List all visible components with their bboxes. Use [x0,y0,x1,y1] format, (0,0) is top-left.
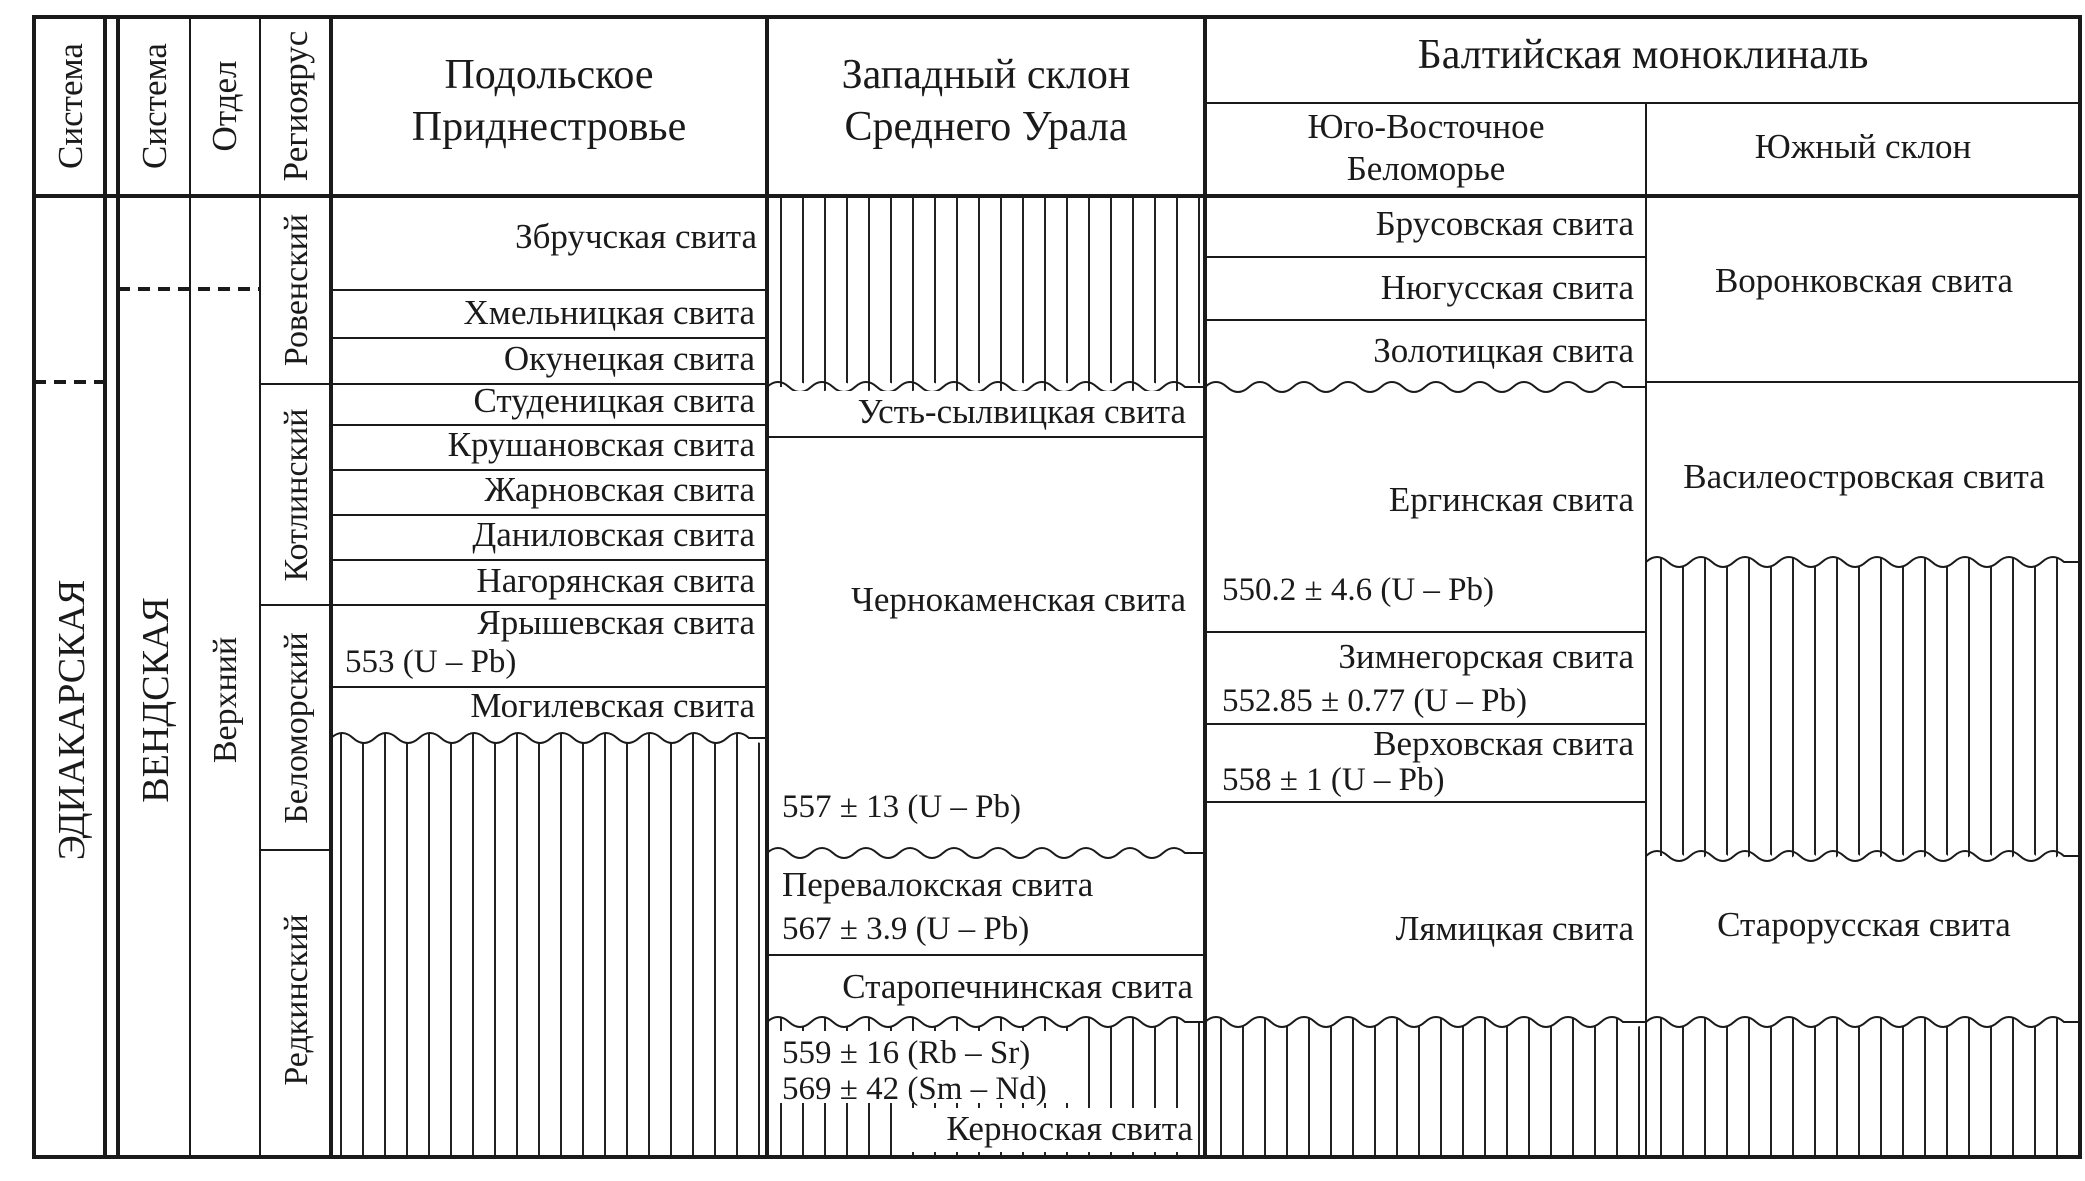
regioyarus-redkinsky: Редкинский [278,914,315,1086]
header-ural-line-1: Западный склон [841,52,1131,98]
header-sistema-1: Система [51,43,90,169]
age-erginskaya: 550.2 ± 4.6 (U – Pb) [1222,572,1495,608]
otdel-upper: Верхний [207,636,244,764]
formation-mogilevskaya: Могилевская свита [470,686,755,725]
age-yaryshevskaya: 553 (U – Pb) [345,644,517,680]
header-south-slope: Южный склон [1754,127,1972,166]
header-regioyarus: Региоярус [276,30,315,182]
formation-kernoskaya: Керноская свита [946,1109,1193,1148]
formation-voronkovskaya: Воронковская свита [1714,261,2014,300]
podolskoe-lower-gap [334,733,767,1157]
formation-staropechninskaya: Старопечнинская свита [842,967,1193,1006]
header-podolskoe-line-2: Приднестровье [411,104,687,150]
regioyarus-belomorsky: Беломорский [278,632,315,824]
header-belomorye-line-1: Юго-Восточное [1307,107,1545,146]
formation-brusovskaya: Брусовская свита [1375,204,1634,243]
formation-perevalokskaya: Перевалокская свита [782,865,1094,904]
age-sm-nd: 569 ± 42 (Sm – Nd) [782,1071,1047,1107]
formation-okunetskaya: Окунецкая свита [503,339,755,378]
formation-lyamitskaya: Лямицкая свита [1395,909,1634,948]
formation-khmelnitskaya: Хмельницкая свита [463,293,755,332]
system-vendian: ВЕНДСКАЯ [135,597,177,803]
formation-yaryshevskaya: Ярышевская свита [477,603,755,642]
age-zimnegorskaya: 552.85 ± 0.77 (U – Pb) [1222,683,1528,719]
formation-vasileostrovskaya: Василеостровская свита [1683,457,2045,496]
south-slope-middle-gap [1648,557,2080,861]
south-slope-lower-gap [1648,1017,2080,1157]
header-otdel: Отдел [205,60,244,152]
header-sistema-2: Система [135,43,174,169]
stratigraphic-units [51,214,315,1086]
header-belomorye-line-2: Беломорье [1346,149,1506,188]
table-header [51,31,1971,188]
belomorye-column [1222,204,1634,948]
formation-zbruchskaya: Збручская свита [515,217,757,256]
header-baltic: Балтийская моноклиналь [1417,32,1869,78]
formation-zimnegorskaya: Зимнегорская свита [1338,637,1634,676]
age-rb-sr: 559 ± 16 (Rb – Sr) [782,1035,1031,1071]
regioyarus-rovensky: Ровенский [278,213,315,367]
formation-zolotitskaya: Золотицкая свита [1373,331,1634,370]
belomorye-lower-gap [1206,1017,1647,1157]
header-podolskoe-line-1: Подольское [444,52,654,98]
header-ural-line-2: Среднего Урала [844,104,1128,150]
ural-upper-gap [768,197,1205,392]
system-ediacaran: ЭДИАКАРСКАЯ [51,579,93,861]
formation-zharnovskaya: Жарновская свита [484,470,755,509]
formation-ust-sylvitskaya: Усть-сылвицкая свита [857,392,1186,431]
regioyarus-kotlinsky: Котлинский [278,408,315,582]
formation-nyugusskaya: Нюгусская свита [1380,268,1634,307]
formation-nagoryanskaya: Нагорянская свита [476,561,755,600]
formation-erginskaya: Ергинская свита [1388,480,1634,519]
age-chernokamenskaya: 557 ± 13 (U – Pb) [782,789,1022,825]
formation-starorusskaya: Старорусская свита [1717,905,2011,944]
formation-danilovskaya: Даниловская свита [472,515,755,554]
formation-chernokamenskaya: Чернокаменская свита [851,580,1186,619]
formation-krushanovskaya: Крушановская свита [447,425,755,464]
age-verkhovskaya: 558 ± 1 (U – Pb) [1222,762,1445,798]
formation-studenitskaya: Студеницкая свита [473,381,755,420]
age-perevalokskaya: 567 ± 3.9 (U – Pb) [782,911,1030,947]
formation-verkhovskaya: Верховская свита [1373,724,1634,763]
